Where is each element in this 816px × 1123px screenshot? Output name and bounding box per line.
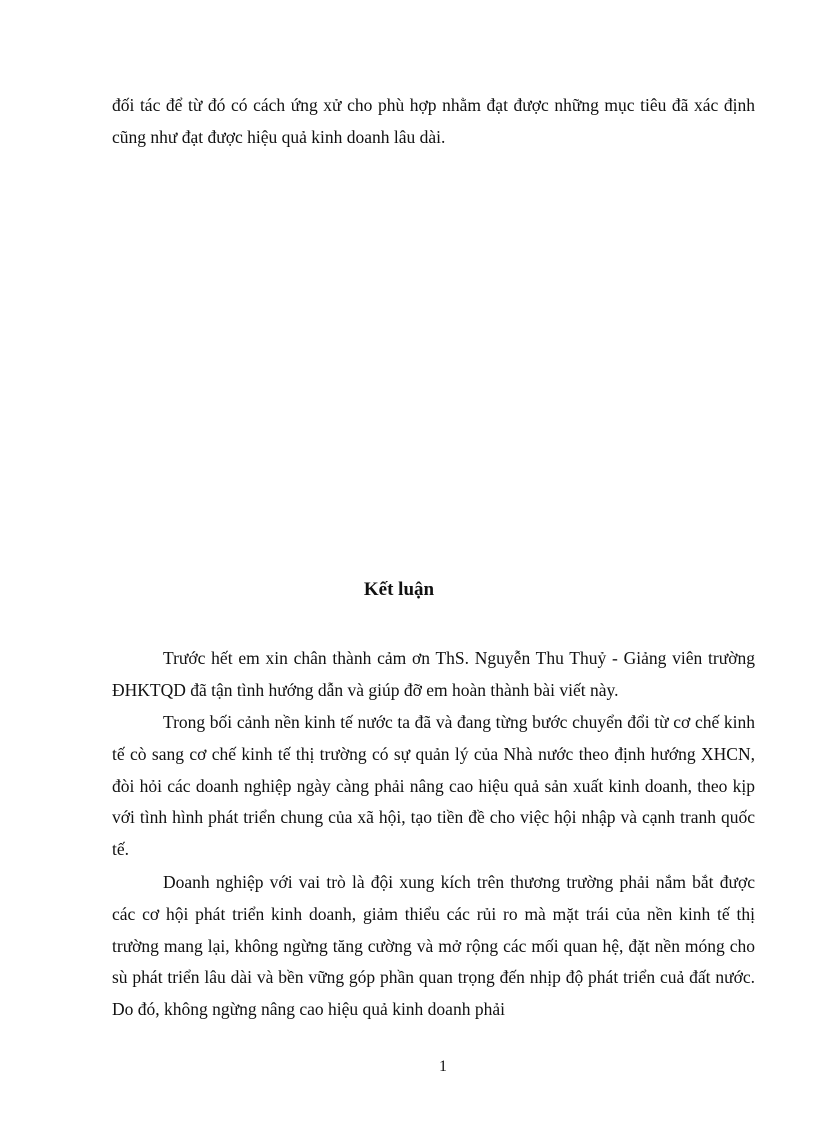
paragraph-economic-context: Trong bối cảnh nền kinh tế nước ta đã và đang từng bước chuyển đổi từ cơ chế kinh tế cò sang cơ chế kinh tế thị trường có sự quản lý của Nhà nước theo định hướng XHCN, đòi hỏi các doanh nghiệp ngày càng phải nâng cao hiệu quả sản xuất kinh doanh, theo kịp với tình hình phát triển chung của xã hội, tạo tiền đề cho việc hội nhập và cạnh tranh quốc tế. — [112, 712, 755, 860]
paragraph-enterprise-role: Doanh nghiệp với vai trò là đội xung kích trên thương trường phải nắm bắt được các cơ hội phát triển kinh doanh, giảm thiểu các rủi ro mà mặt trái của nền kinh tế thị trường mang lại, không ngừng tăng cường và mở rộng các mối quan hệ, đặt nền móng cho sù phát triển lâu dài và bền vững góp phần quan trọng đến nhịp độ phát triển cuả đất nước. Do đó, không ngừng nâng cao hiệu quả kinh doanh phải — [112, 872, 755, 1020]
paragraph-acknowledgement: Trước hết em xin chân thành cảm ơn ThS. Nguyễn Thu Thuỷ - Giảng viên trường ĐHKTQD đã tận tình hướng dẫn và giúp đỡ em hoàn thành bài viết này. — [112, 648, 755, 700]
page-number: 1 — [439, 1058, 447, 1075]
section-heading: Kết luận — [363, 579, 435, 600]
continued-paragraph: đối tác để từ đó có cách ứng xử cho phù hợp nhằm đạt được những mục tiêu đã xác định cũng như đạt được hiệu quả kinh doanh lâu dài. — [112, 95, 755, 147]
